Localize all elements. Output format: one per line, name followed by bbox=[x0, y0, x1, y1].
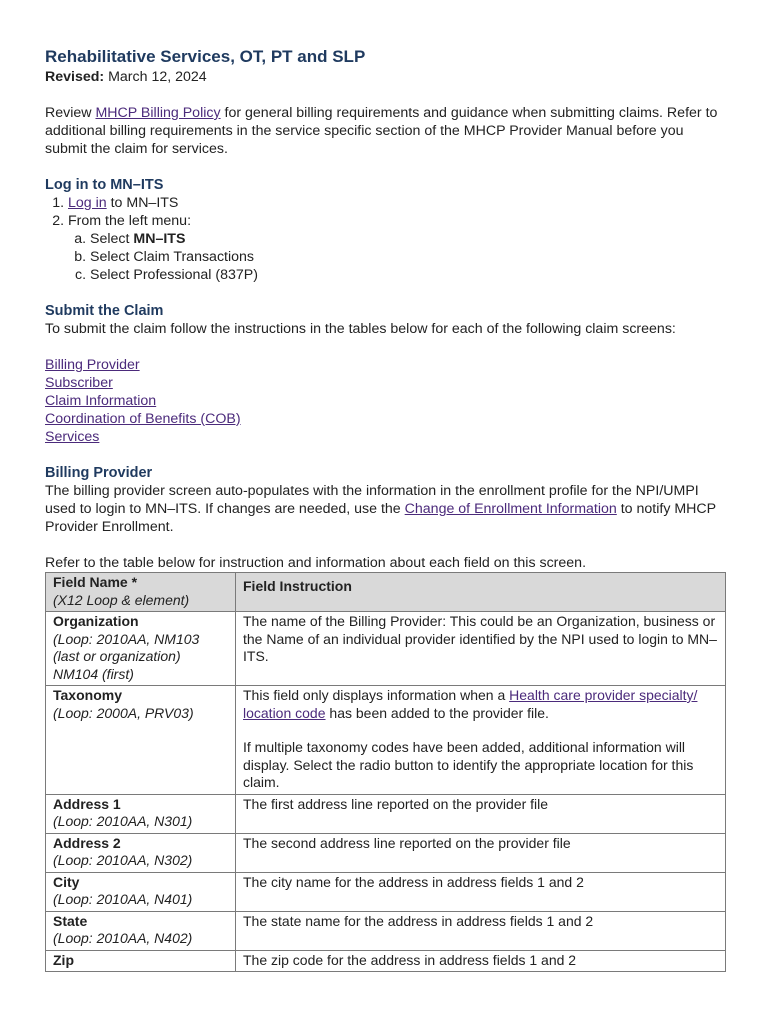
field-name: State bbox=[53, 912, 88, 929]
field-instruction-cell: The zip code for the address in address fields 1 and 2 bbox=[236, 950, 726, 972]
table-header-row bbox=[46, 573, 726, 612]
field-loop: (Loop: 2000A, PRV03) bbox=[53, 704, 194, 721]
link-claim-information[interactable]: Claim Information bbox=[45, 393, 157, 409]
field-loop: (Loop: 2010AA, N302) bbox=[53, 852, 193, 868]
table-intro: Refer to the table below for instruction and information about each field on this screen. bbox=[45, 555, 587, 571]
billing-heading: Billing Provider bbox=[45, 465, 153, 481]
field-instruction-cell bbox=[236, 686, 726, 795]
intro-paragraph bbox=[45, 104, 727, 158]
field-name-cell bbox=[46, 911, 236, 950]
field-name-cell bbox=[46, 833, 236, 872]
field-loop: (Loop: 2010AA, N401) bbox=[53, 891, 193, 907]
change-enrollment-link[interactable]: Change of Enrollment Information bbox=[404, 501, 617, 517]
revised-label: Revised: bbox=[45, 69, 105, 85]
field-name: Zip bbox=[53, 951, 74, 968]
field-name: Address 1 bbox=[53, 795, 121, 812]
field-name-cell bbox=[46, 612, 236, 686]
substep-b: b. Select Claim Transactions bbox=[90, 248, 727, 266]
field-name: Address 2 bbox=[53, 834, 121, 851]
instr-text-post: has been added to the provider file. bbox=[325, 704, 549, 721]
login-heading: Log in to MN–ITS bbox=[45, 177, 164, 193]
billing-policy-link[interactable]: MHCP Billing Policy bbox=[95, 105, 221, 121]
login-step-1 bbox=[68, 194, 727, 212]
login-step-2-text: From the left menu: bbox=[68, 213, 192, 229]
table-row bbox=[46, 872, 726, 911]
billing-paragraph bbox=[45, 482, 727, 536]
field-loop: (Loop: 2010AA, N301) bbox=[53, 813, 193, 829]
intro-text-pre: Review bbox=[45, 105, 96, 121]
substep-a-bold: MN–ITS bbox=[133, 231, 186, 247]
field-instruction-cell: The state name for the address in address fields 1 and 2 bbox=[236, 911, 726, 950]
field-name-cell bbox=[46, 794, 236, 833]
login-step-1-text: to MN–ITS bbox=[106, 195, 179, 211]
header-field-name bbox=[46, 573, 236, 612]
table-row bbox=[46, 686, 726, 795]
field-instruction-cell: The city name for the address in address fields 1 and 2 bbox=[236, 872, 726, 911]
header-field-name-text: Field Name * bbox=[53, 574, 138, 590]
header-instruction-text: Field Instruction bbox=[243, 578, 352, 594]
field-name-cell bbox=[46, 872, 236, 911]
field-name: City bbox=[53, 873, 80, 890]
specialty-location-code-link[interactable]: Health care provider specialty/ location code bbox=[243, 687, 698, 721]
menu-substeps bbox=[68, 230, 727, 284]
page-title: Rehabilitative Services, OT, PT and SLP bbox=[45, 47, 366, 66]
billing-provider-table bbox=[45, 572, 726, 972]
link-cob[interactable]: Coordination of Benefits (COB) bbox=[45, 411, 241, 427]
billing-text-pre: The billing provider screen auto-populates with the information in the enrollment profile for the NPI/UMPI used to login to MN–ITS. If changes are needed, use the bbox=[45, 483, 699, 517]
instr-text-2: If multiple taxonomy codes have been added, additional information will display. Select the radio button to identify the appropriate location for this claim. bbox=[243, 739, 694, 790]
submit-heading: Submit the Claim bbox=[45, 303, 164, 319]
revised-value: March 12, 2024 bbox=[108, 69, 207, 85]
table-row bbox=[46, 950, 726, 972]
submit-text: To submit the claim follow the instructions in the tables below for each of the following claim screens: bbox=[45, 321, 676, 337]
substep-a bbox=[90, 230, 727, 248]
table-row bbox=[46, 911, 726, 950]
field-name: Organization bbox=[53, 613, 139, 629]
table-row bbox=[46, 612, 726, 686]
field-loop: (Loop: 2010AA, NM103 (last or organization) NM104 (first) bbox=[53, 630, 200, 682]
header-loop-text: (X12 Loop & element) bbox=[53, 591, 190, 608]
table-row bbox=[46, 794, 726, 833]
login-link[interactable]: Log in bbox=[68, 195, 107, 211]
claim-screen-links bbox=[45, 356, 727, 446]
link-services[interactable]: Services bbox=[45, 429, 100, 445]
table-row bbox=[46, 833, 726, 872]
field-name: Taxonomy bbox=[53, 687, 122, 703]
login-steps bbox=[45, 194, 727, 284]
instr-text-pre: This field only displays information when a bbox=[243, 687, 510, 703]
field-name-cell bbox=[46, 950, 236, 972]
substep-a-text: Select bbox=[90, 231, 134, 247]
substep-c: c. Select Professional (837P) bbox=[90, 266, 727, 284]
header-field-instruction bbox=[236, 573, 726, 612]
document-page bbox=[45, 46, 727, 972]
revised-date bbox=[45, 68, 727, 86]
intro-text-post: for general billing requirements and guidance when submitting claims. Refer to additional billing requirements in the service specific section of the MHCP Provider Manual before you submit the claim for services. bbox=[45, 105, 718, 157]
field-instruction-cell: The second address line reported on the provider file bbox=[236, 833, 726, 872]
field-name-cell bbox=[46, 686, 236, 795]
field-loop: (Loop: 2010AA, N402) bbox=[53, 930, 193, 946]
field-instruction-cell: The first address line reported on the provider file bbox=[236, 794, 726, 833]
link-billing-provider[interactable]: Billing Provider bbox=[45, 357, 140, 373]
link-subscriber[interactable]: Subscriber bbox=[45, 375, 113, 391]
field-instruction-cell: The name of the Billing Provider: This could be an Organization, business or the Name of an individual provider identified by the NPI used to login to MN–ITS. bbox=[236, 612, 726, 686]
billing-text-post: to notify MHCP Provider Enrollment. bbox=[45, 501, 716, 535]
login-step-2 bbox=[68, 212, 727, 284]
